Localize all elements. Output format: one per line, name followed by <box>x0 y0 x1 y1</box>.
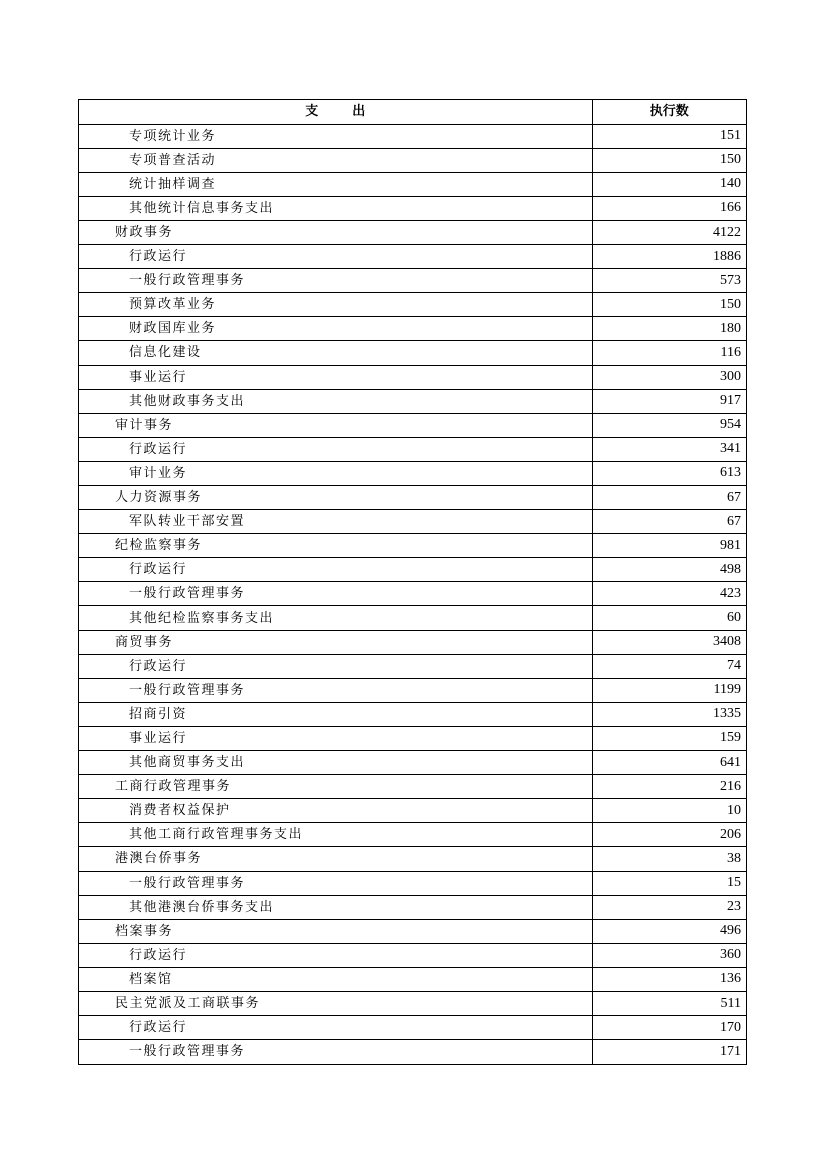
item-name-cell: 其他统计信息事务支出 <box>79 196 592 220</box>
executed-amount-cell: 10 <box>592 799 746 823</box>
executed-amount-cell: 15 <box>592 871 746 895</box>
table-row <box>79 269 746 293</box>
executed-amount-cell: 166 <box>592 196 746 220</box>
executed-amount-cell: 641 <box>592 751 746 775</box>
item-name-cell: 专项普查活动 <box>79 148 592 172</box>
item-name-cell: 消费者权益保护 <box>79 799 592 823</box>
item-name-cell: 档案馆 <box>79 967 592 991</box>
table-row <box>79 172 746 196</box>
item-name-cell: 行政运行 <box>79 654 592 678</box>
item-name-cell: 其他港澳台侨事务支出 <box>79 895 592 919</box>
table-row <box>79 245 746 269</box>
item-name-cell: 事业运行 <box>79 726 592 750</box>
table-row <box>79 775 746 799</box>
executed-amount-cell: 423 <box>592 582 746 606</box>
item-name-cell: 信息化建设 <box>79 341 592 365</box>
executed-amount-cell: 38 <box>592 847 746 871</box>
item-name-cell: 行政运行 <box>79 245 592 269</box>
expenditure-table <box>79 100 746 1064</box>
table-row <box>79 293 746 317</box>
executed-amount-cell: 67 <box>592 510 746 534</box>
table-row <box>79 582 746 606</box>
item-name-cell: 统计抽样调查 <box>79 172 592 196</box>
category-name-cell: 档案事务 <box>79 919 592 943</box>
executed-amount-cell: 171 <box>592 1040 746 1064</box>
item-name-cell: 一般行政管理事务 <box>79 582 592 606</box>
executed-amount-cell: 1886 <box>592 245 746 269</box>
item-name-cell: 专项统计业务 <box>79 124 592 148</box>
table-row <box>79 534 746 558</box>
table-row <box>79 148 746 172</box>
category-name-cell: 审计事务 <box>79 413 592 437</box>
executed-amount-cell: 151 <box>592 124 746 148</box>
table-row <box>79 678 746 702</box>
table-row <box>79 389 746 413</box>
category-name-cell: 财政事务 <box>79 220 592 244</box>
table-row <box>79 751 746 775</box>
executed-amount-cell: 150 <box>592 148 746 172</box>
item-name-cell: 招商引资 <box>79 702 592 726</box>
table-row <box>79 413 746 437</box>
table-row <box>79 365 746 389</box>
executed-amount-cell: 170 <box>592 1016 746 1040</box>
table-row <box>79 124 746 148</box>
executed-amount-cell: 341 <box>592 437 746 461</box>
executed-amount-cell: 116 <box>592 341 746 365</box>
executed-amount-cell: 23 <box>592 895 746 919</box>
table-row <box>79 799 746 823</box>
executed-amount-cell: 159 <box>592 726 746 750</box>
executed-amount-cell: 300 <box>592 365 746 389</box>
table-row <box>79 823 746 847</box>
table-row <box>79 437 746 461</box>
item-name-cell: 财政国库业务 <box>79 317 592 341</box>
table-row <box>79 630 746 654</box>
executed-amount-cell: 74 <box>592 654 746 678</box>
table-row <box>79 943 746 967</box>
executed-amount-cell: 1199 <box>592 678 746 702</box>
item-name-cell: 事业运行 <box>79 365 592 389</box>
table-row <box>79 510 746 534</box>
executed-amount-cell: 206 <box>592 823 746 847</box>
header-executed-amount: 执行数 <box>592 100 746 124</box>
table-row <box>79 702 746 726</box>
table-row <box>79 1016 746 1040</box>
item-name-cell: 行政运行 <box>79 437 592 461</box>
item-name-cell: 其他纪检监察事务支出 <box>79 606 592 630</box>
header-expenditure-part1: 支 <box>305 104 319 120</box>
executed-amount-cell: 498 <box>592 558 746 582</box>
executed-amount-cell: 360 <box>592 943 746 967</box>
executed-amount-cell: 613 <box>592 461 746 485</box>
executed-amount-cell: 180 <box>592 317 746 341</box>
table-row <box>79 558 746 582</box>
item-name-cell: 军队转业干部安置 <box>79 510 592 534</box>
executed-amount-cell: 136 <box>592 967 746 991</box>
item-name-cell: 其他工商行政管理事务支出 <box>79 823 592 847</box>
executed-amount-cell: 496 <box>592 919 746 943</box>
category-name-cell: 纪检监察事务 <box>79 534 592 558</box>
table-header-row <box>79 100 746 124</box>
item-name-cell: 行政运行 <box>79 943 592 967</box>
table-row <box>79 486 746 510</box>
table-row <box>79 220 746 244</box>
table-row <box>79 341 746 365</box>
table-row <box>79 871 746 895</box>
executed-amount-cell: 954 <box>592 413 746 437</box>
executed-amount-cell: 140 <box>592 172 746 196</box>
table-row <box>79 317 746 341</box>
table-body <box>79 124 746 1064</box>
item-name-cell: 其他财政事务支出 <box>79 389 592 413</box>
executed-amount-cell: 150 <box>592 293 746 317</box>
category-name-cell: 港澳台侨事务 <box>79 847 592 871</box>
executed-amount-cell: 60 <box>592 606 746 630</box>
table-row <box>79 919 746 943</box>
item-name-cell: 一般行政管理事务 <box>79 1040 592 1064</box>
expenditure-table-frame <box>78 99 747 1065</box>
item-name-cell: 其他商贸事务支出 <box>79 751 592 775</box>
table-row <box>79 967 746 991</box>
table-row <box>79 1040 746 1064</box>
item-name-cell: 一般行政管理事务 <box>79 871 592 895</box>
table-row <box>79 606 746 630</box>
executed-amount-cell: 981 <box>592 534 746 558</box>
item-name-cell: 行政运行 <box>79 1016 592 1040</box>
table-row <box>79 654 746 678</box>
category-name-cell: 民主党派及工商联事务 <box>79 991 592 1015</box>
executed-amount-cell: 216 <box>592 775 746 799</box>
item-name-cell: 一般行政管理事务 <box>79 269 592 293</box>
table-row <box>79 726 746 750</box>
header-expenditure-part2: 出 <box>352 104 366 120</box>
item-name-cell: 一般行政管理事务 <box>79 678 592 702</box>
table-row <box>79 991 746 1015</box>
category-name-cell: 商贸事务 <box>79 630 592 654</box>
executed-amount-cell: 4122 <box>592 220 746 244</box>
item-name-cell: 行政运行 <box>79 558 592 582</box>
executed-amount-cell: 3408 <box>592 630 746 654</box>
executed-amount-cell: 573 <box>592 269 746 293</box>
header-expenditure <box>79 100 592 124</box>
executed-amount-cell: 917 <box>592 389 746 413</box>
category-name-cell: 工商行政管理事务 <box>79 775 592 799</box>
table-row <box>79 895 746 919</box>
executed-amount-cell: 511 <box>592 991 746 1015</box>
executed-amount-cell: 1335 <box>592 702 746 726</box>
item-name-cell: 审计业务 <box>79 461 592 485</box>
table-row <box>79 847 746 871</box>
executed-amount-cell: 67 <box>592 486 746 510</box>
item-name-cell: 预算改革业务 <box>79 293 592 317</box>
category-name-cell: 人力资源事务 <box>79 486 592 510</box>
table-row <box>79 196 746 220</box>
table-row <box>79 461 746 485</box>
